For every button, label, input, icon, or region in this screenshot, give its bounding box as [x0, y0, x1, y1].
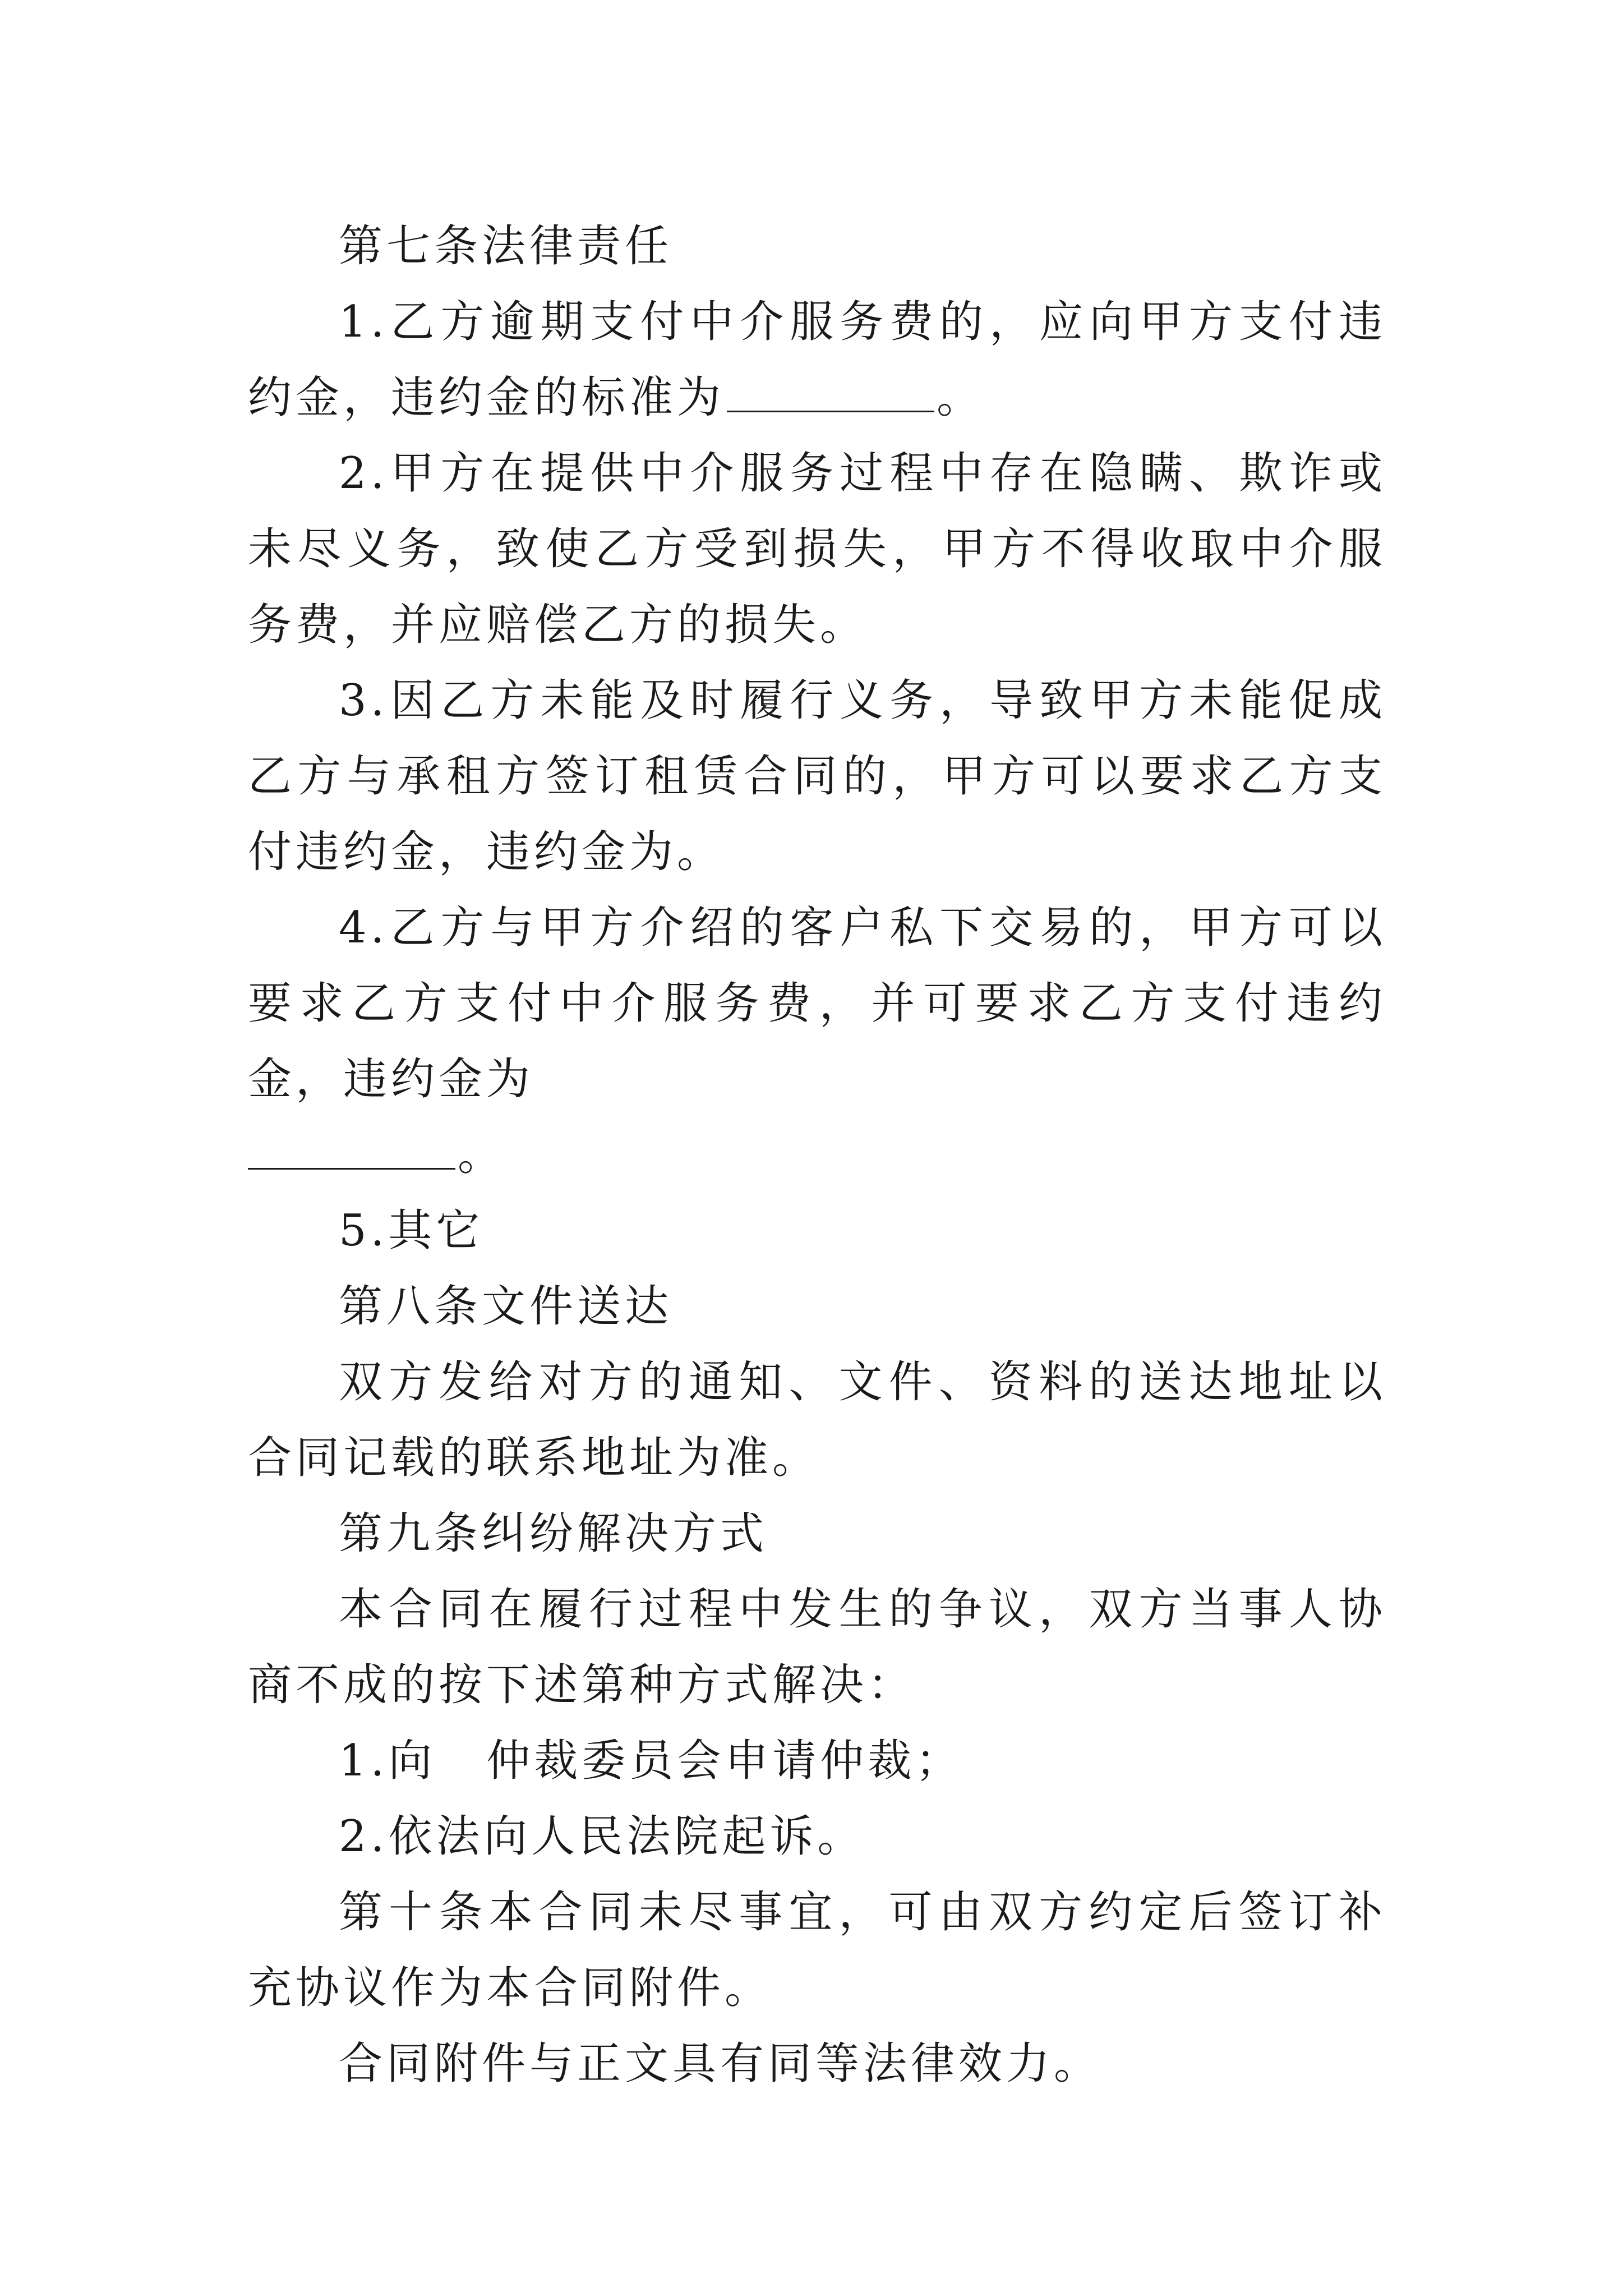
clause-9-1-text: 1.向 — [339, 1736, 436, 1786]
article-7-heading: 第七条法律责任 — [339, 221, 673, 272]
clause-7-1-text: 1.乙方逾期支付中介服务费的，应向甲方支付违约金，违约金的标准为 — [248, 297, 1386, 423]
article-8-body: 双方发给对方的通知、文件、资料的送达地址以合同记载的联系地址为准。 — [248, 1357, 1386, 1483]
clause-7-5: 5.其它 — [339, 1205, 484, 1256]
document-body — [248, 209, 1386, 2102]
blank-line — [248, 1129, 455, 1170]
clause-9-1 — [248, 1723, 1386, 1799]
article-10-note: 合同附件与正文具有同等法律效力。 — [339, 2039, 1102, 2089]
clause-7-3: 3.因乙方未能及时履行义务，导致甲方未能促成乙方与承租方签订租赁合同的，甲方可以要求乙方支付违约金，违约金为。 — [248, 675, 1386, 877]
article-10: 第十条本合同未尽事宜，可由双方约定后签订补充协议作为本合同附件。 — [248, 1887, 1386, 2013]
clause-9-1-end: 仲裁委员会申请仲裁； — [486, 1736, 963, 1786]
clause-9-2: 2.依法向人民法院起诉。 — [339, 1811, 865, 1862]
clause-7-4: 4.乙方与甲方介绍的客户私下交易的，甲方可以要求乙方支付中介服务费，并可要求乙方支付违约金，违约金为 — [248, 903, 1386, 1105]
clause-7-2: 2.甲方在提供中介服务过程中存在隐瞒、欺诈或未尽义务，致使乙方受到损失，甲方不得收取中介服务费，并应赔偿乙方的损失。 — [248, 448, 1386, 650]
blank-line — [727, 371, 934, 412]
clause-7-1 — [248, 284, 1386, 436]
article-9-body: 本合同在履行过程中发生的争议，双方当事人协商不成的按下述第种方式解决： — [248, 1584, 1386, 1710]
article-8-heading: 第八条文件送达 — [339, 1281, 673, 1332]
clause-7-1-end: 。 — [937, 372, 985, 423]
clause-7-4-blank — [248, 1117, 1386, 1193]
clause-7-4-end: 。 — [458, 1130, 506, 1180]
article-9-heading: 第九条纠纷解决方式 — [339, 1508, 768, 1559]
